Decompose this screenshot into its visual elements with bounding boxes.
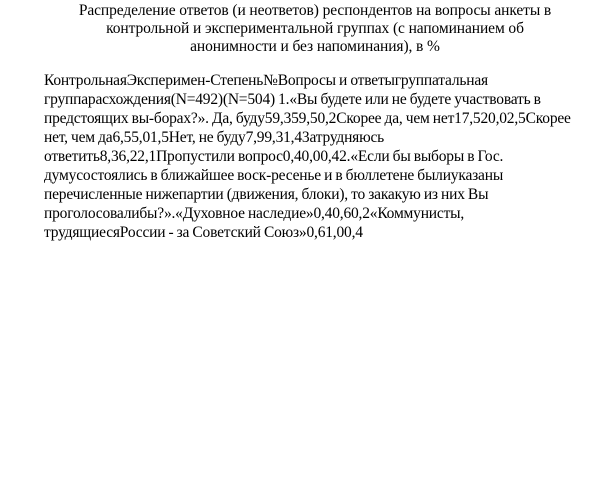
body-line: думусостоялись в ближайшее воск-ресенье и в бюллетене былиуказаны	[44, 167, 504, 184]
body-line: перечисленные нижепартии (движения, блоки), то закакую из них Вы	[44, 186, 489, 203]
body-line: КонтрольнаяЭксперимен-Степень№Вопросы и ответыгруппатальная	[44, 72, 488, 89]
title-line-3: анонимности и без напоминания), в %	[190, 38, 440, 55]
body-line: группарасхождения(N=492)(N=504) 1.«Вы будете или не будете участвовать в	[44, 91, 541, 108]
body-line: трудящиесяРоссии - за Советский Союз»0,61,00,4	[44, 224, 363, 241]
body-line: ответить8,36,22,1Пропустили вопрос0,40,00,42.«Если бы выборы в Гос.	[44, 148, 504, 165]
body-line: проголосовалибы?».«Духовное наследие»0,40,60,2«Коммунисты,	[44, 205, 465, 222]
body-line: предстоящих вы-борах?». Да, буду59,359,50,2Скорее да, чем нет17,520,02,5Скорее	[44, 110, 571, 127]
table-title	[20, 2, 610, 56]
body-line: нет, чем да6,55,01,5Нет, не буду7,99,31,43атрудняюсь	[44, 129, 385, 146]
title-line-2: контрольной и экспериментальной группах (с напоминанием об	[106, 20, 524, 37]
flattened-table-text	[44, 71, 610, 242]
title-line-1: Распределение ответов (и неответов) респондентов на вопросы анкеты в	[78, 2, 552, 19]
